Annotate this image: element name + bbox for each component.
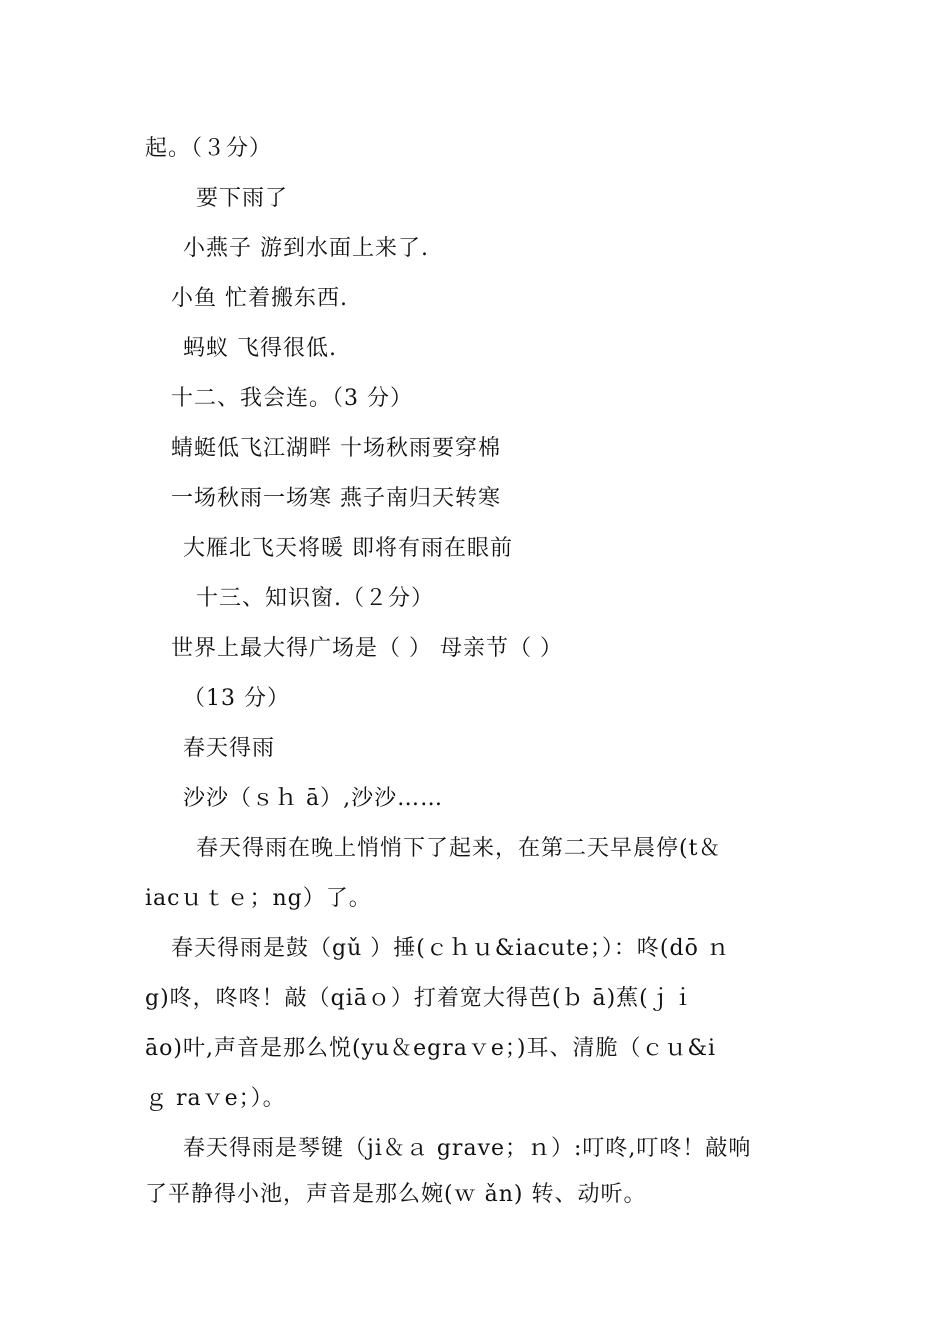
text-line: 小燕子 游到水面上来了. xyxy=(183,236,429,261)
text-line: āo)叶,声音是那么悦(yu＆egraｖe；)耳、清脆（ｃｕ&i xyxy=(145,1036,717,1061)
text-line: g)咚，咚咚！敲（qiāｏ）打着宽大得芭(ｂ ā)蕉(ｊｉ xyxy=(145,986,695,1011)
text-line: 春天得雨是鼓（gǔ ）捶(ｃｈｕ&iacute；）：咚(dō ｎ xyxy=(171,936,730,961)
section-heading: （13 分） xyxy=(183,686,290,711)
text-line: 起。（３分） xyxy=(145,136,273,161)
text-line: iacｕｔｅ；ng）了。 xyxy=(145,886,372,911)
section-heading: 十三、知识窗.（２分） xyxy=(196,586,434,611)
text-line: 蚂蚁 飞得很低. xyxy=(183,336,337,361)
passage-title: 春天得雨 xyxy=(183,736,276,761)
text-line: ｇ raｖe；）。 xyxy=(145,1086,286,1111)
text-line: 蜻蜓低飞江湖畔 十场秋雨要穿棉 xyxy=(171,436,501,461)
text-line: 要下雨了 xyxy=(196,186,289,211)
section-heading: 十二、我会连。（3 分） xyxy=(171,386,413,411)
text-line: 世界上最大得广场是（ ） 母亲节（ ） xyxy=(171,636,563,661)
text-line: 小鱼 忙着搬东西. xyxy=(171,286,348,311)
text-line: 一场秋雨一场寒 燕子南归天转寒 xyxy=(171,486,501,511)
text-line: 春天得雨是琴键（ji＆ａ grave；ｎ）:叮咚,叮咚！敲响 xyxy=(183,1136,752,1161)
text-line: 春天得雨在晚上悄悄下了起来，在第二天早晨停(t＆ xyxy=(196,836,722,861)
text-line: 了平静得小池，声音是那么婉(ｗ ǎn) 转、动听。 xyxy=(145,1182,647,1207)
text-line: 沙沙（ｓｈ ā）,沙沙…… xyxy=(183,786,444,811)
text-line: 大雁北飞天将暖 即将有雨在眼前 xyxy=(183,536,513,561)
